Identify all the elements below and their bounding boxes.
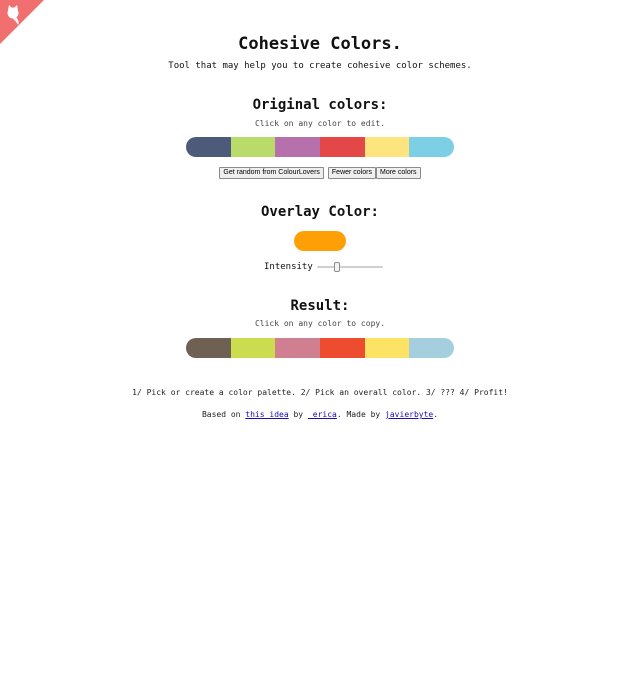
intensity-slider-thumb[interactable]: [334, 262, 340, 272]
fewer-colors-button[interactable]: Fewer colors: [328, 167, 376, 179]
original-swatch-5[interactable]: [365, 137, 410, 157]
result-swatch-1[interactable]: [186, 338, 231, 358]
original-swatch-3[interactable]: [275, 137, 320, 157]
result-swatch-4[interactable]: [320, 338, 365, 358]
result-hint: Click on any color to copy.: [254, 319, 386, 328]
intensity-slider[interactable]: [317, 261, 383, 273]
credits-by: by: [293, 410, 304, 419]
original-palette: [186, 137, 454, 157]
overlay-color-heading: Overlay Color:: [260, 204, 379, 220]
intensity-control: [264, 261, 383, 273]
intensity-label: Intensity: [264, 262, 313, 272]
credits-line: [0, 410, 640, 419]
result-swatch-5[interactable]: [365, 338, 410, 358]
random-colourlovers-button[interactable]: Get random from ColourLovers: [219, 167, 323, 179]
original-colors-hint: Click on any color to edit.: [254, 119, 386, 128]
steps-text: 1/ Pick or create a color palette. 2/ Pick an overall color. 3/ ??? 4/ Profit!: [132, 388, 508, 397]
original-colors-heading: Original colors:: [252, 97, 388, 113]
original-swatch-1[interactable]: [186, 137, 231, 157]
result-heading: Result:: [290, 298, 350, 314]
palette-buttons: [0, 167, 640, 179]
page-title: Cohesive Colors.: [238, 34, 402, 54]
original-swatch-4[interactable]: [320, 137, 365, 157]
credits-end: .: [433, 410, 439, 419]
original-swatch-2[interactable]: [231, 137, 276, 157]
page-subtitle: Tool that may help you to create cohesive color schemes.: [168, 61, 472, 71]
overlay-color-swatch[interactable]: [294, 231, 346, 251]
result-swatch-3[interactable]: [275, 338, 320, 358]
more-colors-button[interactable]: More colors: [376, 167, 421, 179]
result-swatch-6[interactable]: [409, 338, 454, 358]
original-swatch-6[interactable]: [409, 137, 454, 157]
result-palette: [186, 338, 454, 358]
intensity-slider-track: [317, 266, 383, 268]
result-swatch-2[interactable]: [231, 338, 276, 358]
credits-based-on: Based on: [201, 410, 241, 419]
erica-link[interactable]: _erica: [307, 410, 337, 419]
credits-made-by: . Made by: [336, 410, 381, 419]
javierbyte-link[interactable]: javierbyte: [385, 410, 434, 419]
this-idea-link[interactable]: this idea: [245, 410, 289, 419]
